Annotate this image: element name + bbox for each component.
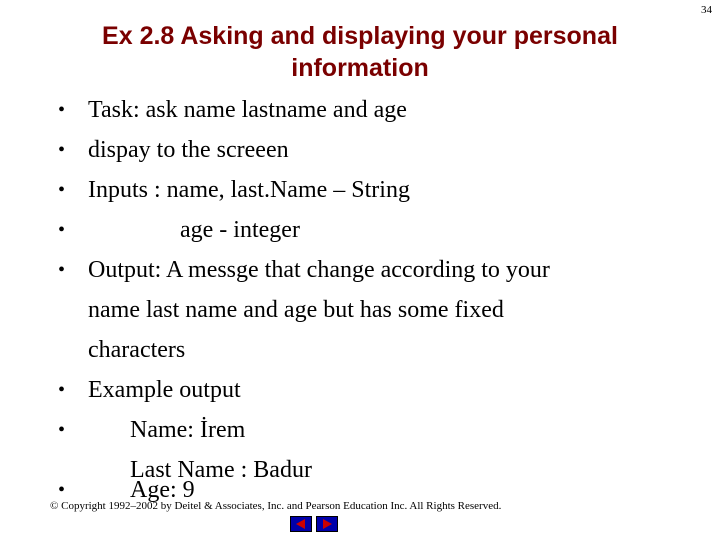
previous-slide-arrow-icon[interactable] (290, 516, 312, 532)
bullet-marker: • (58, 259, 66, 281)
list-item-age-type (50, 210, 670, 250)
list-item-example (50, 370, 670, 410)
bullet-marker: • (58, 219, 66, 241)
bullet-list (50, 90, 670, 490)
slide-navigation (290, 516, 338, 532)
slide-number: 34 (701, 4, 712, 16)
bullet-text: Task: ask name lastname and age (88, 97, 407, 123)
bullet-marker: • (58, 99, 66, 121)
copyright-footer: © Copyright 1992–2002 by Deitel & Associates, Inc. and Pearson Education Inc. All Rights Reserved. (50, 500, 502, 512)
bullet-text-line-1: Output: A messge that change according to your (88, 257, 550, 283)
bullet-text: Name: İrem (130, 417, 246, 443)
list-item-task (50, 90, 670, 130)
list-item-lastname: Last Name : Badur (130, 457, 312, 483)
bullet-text: dispay to the screeen (88, 137, 289, 163)
list-item-inputs (50, 170, 670, 210)
bullet-marker: • (58, 479, 66, 501)
list-item-output-line-2: name last name and age but has some fixed (88, 297, 504, 323)
bullet-marker: • (58, 419, 66, 441)
bullet-text: age - integer (180, 217, 300, 243)
bullet-marker: • (58, 139, 66, 161)
bullet-marker: • (58, 179, 66, 201)
slide-title-line-1: Ex 2.8 Asking and displaying your personal (102, 22, 618, 50)
list-item-output (50, 250, 670, 290)
bullet-marker: • (58, 379, 66, 401)
list-item-display (50, 130, 670, 170)
list-item-output-line-3: characters (88, 337, 186, 363)
slide-title-line-2: information (291, 54, 429, 82)
bullet-text: Inputs : name, last.Name – String (88, 177, 410, 203)
bullet-text: Age: 9 (130, 477, 195, 503)
slide-title (60, 20, 660, 84)
list-item-name (50, 410, 670, 450)
bullet-text: Example output (88, 377, 241, 403)
next-slide-arrow-icon[interactable] (316, 516, 338, 532)
